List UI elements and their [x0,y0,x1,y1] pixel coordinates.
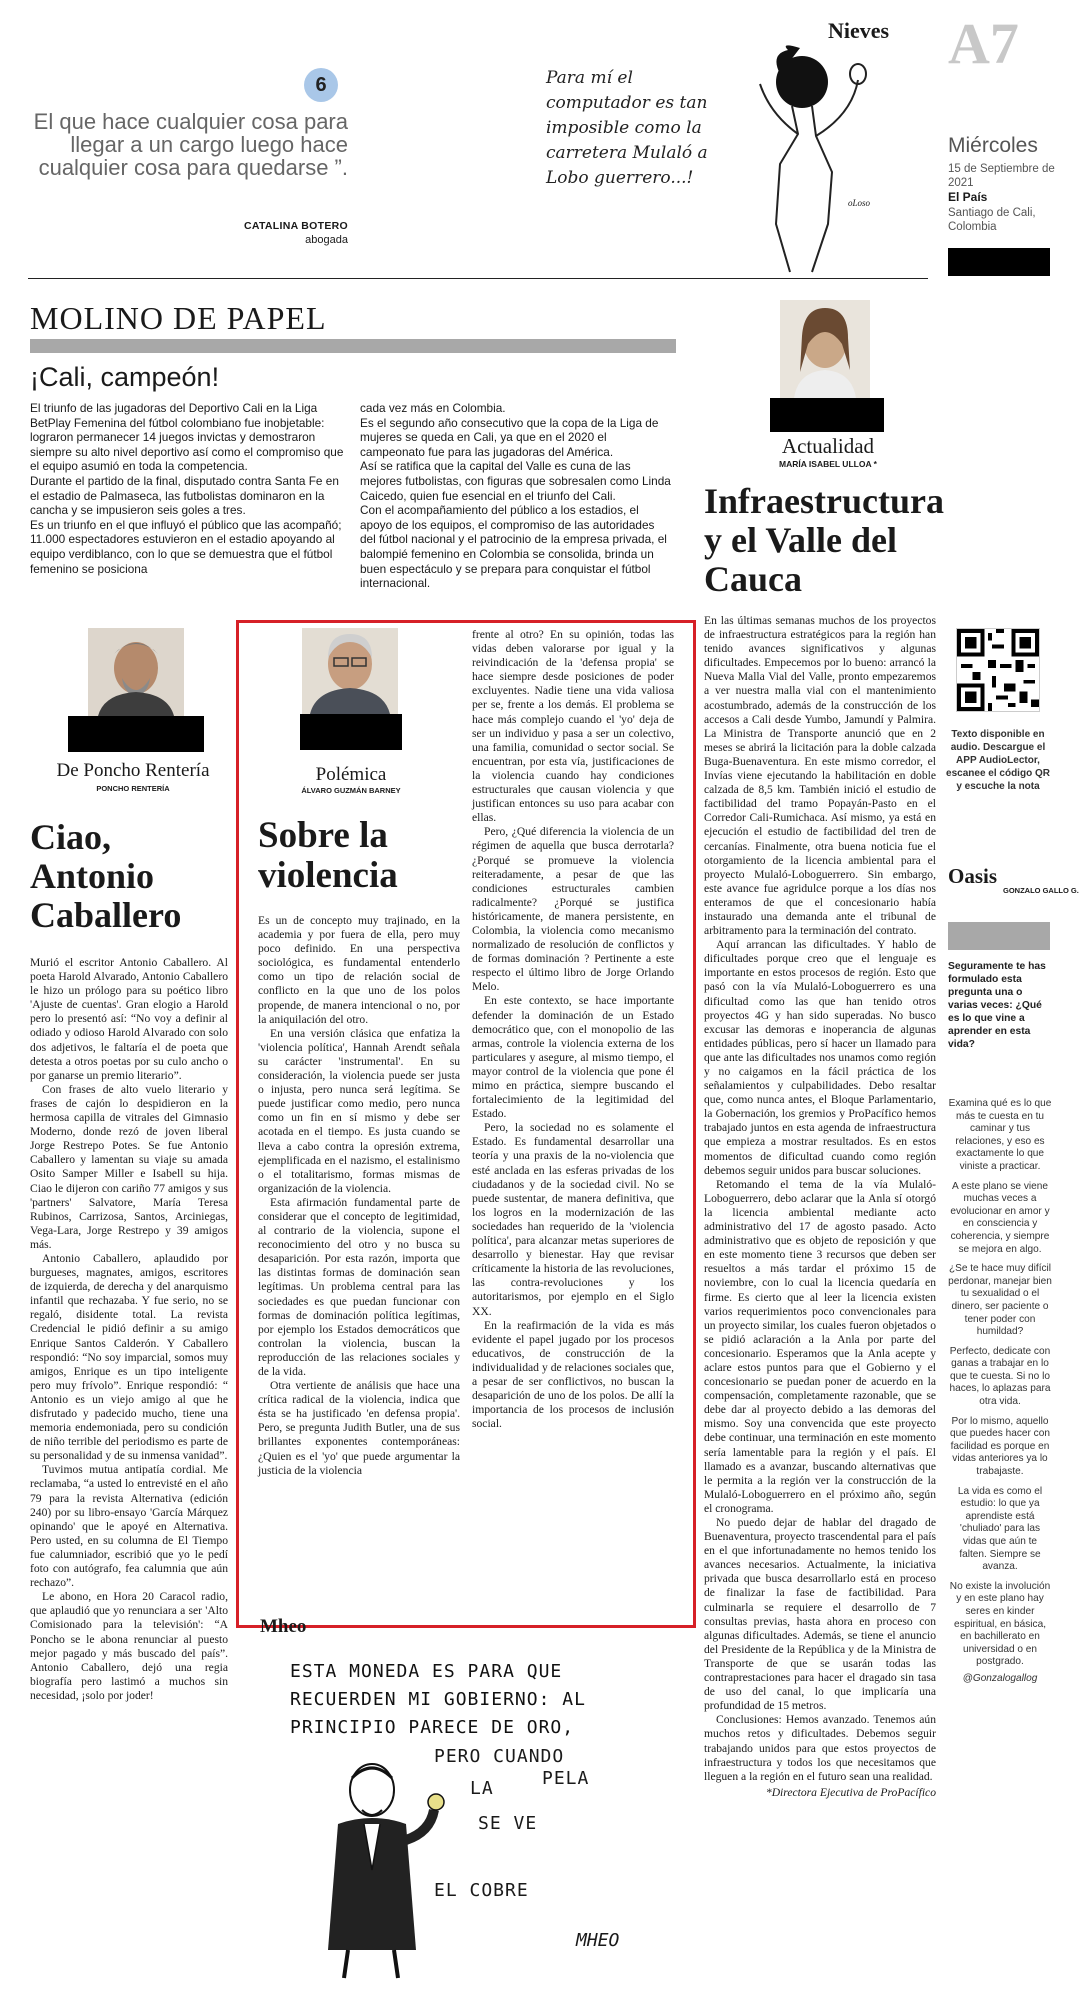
polemica-author: ÁLVARO GUZMÁN BARNEY [301,786,401,795]
article-p: No puedo dejar de hablar del dragado de Buenaventura, proyecto trascendental para el país en el que infortunadamente no hemos tenido los avances necesarios. Actualmente, la iniciativa privada que busca desarrollarlo está en proceso de finalizar la fase de factibilidad. Para culminarla se requiere el desarrollo de 7 consultas previas, hasta ahora en proceso con algunas dificultades. Además, se tiene el anuncio del Presidente de la República y de la Ministra de Transporte de que se usarán todas las contraprestaciones para hacer el dragado sin tasa de uso del canal, lo que implicaría una profundidad de 15 metros. [704,1516,936,1713]
article-title: Infraestructura y el Valle del Cauca [704,481,944,599]
cartoon-label: Nieves [828,18,890,43]
polemica-p: En una versión clásica que enfatiza la 'violencia política', Hannah Arendt señala su carácter 'instrumental'. En su consideración, la violencia puede ser justa o injusta, pero nunca será legítima. Se puede justificar como medio, pero nunca como un fin en sí mismo y debe ser acotada en el tiempo. Es justa cuando se lleva a cabo contra la opresión extrema, ejemplificada en el nazismo, el estalinismo o el totalitarismo, formas mismas de organización de la violencia. [258,1026,460,1195]
quote-badge: 6 [304,68,338,102]
header-divider [28,278,928,279]
polemica-title: Sobre la violencia [258,815,398,896]
mheo-cartoon [258,1640,688,1980]
cartoon-text-2: PERO CUANDO [434,1746,565,1767]
redaction-bar [948,248,1050,276]
editorial-p: Es el segundo año consecutivo que la copa de la Liga de mujeres se queda en Cali, ya que en el 2020 el campeonato fue para las jugadoras del América. [360,415,659,459]
poncho-p: Murió el escritor Antonio Caballero. Al poeta Harold Alvarado, Antonio Caballero le hizo un prólogo para su poético libro 'Ajuste de cuentas'. Gran elogio a Harold pero lo presentó así: “No voy a definir al odiado y odioso Harold Alvarado con solo dos adjetivos, le faltaría el de poeta que detesta a otros poetas por su culo ancho o por ganarse un premio literario”. [30,956,228,1082]
oasis-column-name: Oasis [948,864,998,888]
photo-caption-bar [770,398,884,432]
editorial-title: ¡Cali, campeón! [30,362,220,392]
polemica-p: Pero, la sociedad no es solamente el Estado. Es fundamental desarrollar una teoría y una praxis de la no-violencia que esté anclada en las esferas privadas de los ciudadanos y de la sociedad civil. No se puede sustentar, de manera definitiva, que los logros en la modernización de las sociedades han requerido de la 'violencia política', para alcanzar metas superiores de desarrollo y bienestar. Hay que revisar críticamente la historia de las revoluciones, las contra-revoluciones y los autoritarismos, por ejemplo en el Siglo XX. [472,1121,674,1318]
date-block [948,11,1060,279]
polemica-col-1 [258,914,460,1478]
paper-name: El País [948,190,988,204]
cartoon-signature: oLoso [848,198,871,208]
oasis-p: La vida es como el estudio: lo que ya aprendiste está 'chuliado' para las vidas que aún te falten. Siempre se avanza. [957,1485,1043,1573]
editorial-col-2 [360,401,672,591]
renteria-caption-bar [68,716,204,752]
author-photo-guzman [302,628,398,714]
nieves-cartoon [530,14,902,274]
oasis-author: GONZALO GALLO G. [1003,886,1079,895]
weekday: Miércoles [948,134,1038,157]
qr-caption: Texto disponible en audio. Descargue el APP AudioLector, escanee el código QR y escuche la nota [946,729,1050,792]
cartoon-text-6: EL COBRE [434,1880,529,1901]
qr-code[interactable] [956,628,1040,712]
editorial-col-1 [30,401,350,576]
editorial-p: Durante el partido de la final, disputado contra Santa Fe en el estadio de Palmaseca, las futbolistas dominaron en la cancha y se impusieron seis goles a tres. [30,473,339,518]
poncho-body [30,956,228,1703]
guzman-caption-bar [300,714,402,750]
polemica-column-name: Polémica [315,764,387,785]
oasis-p: A este plano se viene muchas veces a evolucionar en amor y en consciencia y coherencia, y siempre se mejora en algo. [950,1180,1050,1255]
section-title-bar [30,339,676,353]
oasis-p: ¿Se te hace muy difícil perdonar, manejar bien tu sexualidad o el dinero, ser paciente o tener poder con humildad? [948,1263,1052,1338]
oasis-handle: @Gonzalogallog [962,1672,1038,1684]
poncho-author: PONCHO RENTERÍA [96,784,170,793]
woman-figure-illustration [740,44,880,274]
oasis-lead: Seguramente te has formulado esta pregunta una o varias veces: ¿Qué es lo que vine a aprender en esta vida? [948,961,1046,1050]
polemica-p: Otra vertiente de análisis que hace una crítica radical de la violencia, indica que ésta se ha justificado 'en defensa propia'. Pero, se pregunta Judith Butler, una de sus brillantes exponentes contemporáneas: ¿Quien es el 'yo' que puede argumentar la justicia de la violencia [258,1379,460,1477]
editorial-p: El triunfo de las jugadoras del Deportivo Cali en la Liga BetPlay Femenina del fútbol colombiano fue inobjetable: lograron permanecer 14 juegos invictas y demostraron siempre su alto nivel deportivo así como el compromiso que el equipo asumió en toda la competencia. [30,401,344,474]
poncho-p: Tuvimos mutua antipatía cordial. Me reclamaba, “a usted lo entrevisté en el año 79 para la revista Alternativa (edición 240) por su libro-ensayo 'García Márquez opinando' que le apoyé en Alternativa. Pero usted, en su columna de El Tiempo fue calumniador, escribió que yo le pedí foto con autógrafo, fea calumnia que aún rechazo”. [30,1463,228,1590]
editorial-p: Con el acompañamiento del público a los estadios, el apoyo de los equipos, el compromiso de las autoridades del fútbol nacional y el patrocinio de la empresa privada, el balompié femenino en Colombia se consolida, brinda un buen espectáculo y se prepara para conquistar el fútbol internacional. [360,503,667,591]
cartoon-text-4: PELA [542,1768,590,1789]
poncho-p: Le abono, en Hora 20 Caracol radio, que aplaudió que yo renunciara a ser 'Alto Comisionado para la televisión': “A Poncho se le abona renunciar al puesto mejor pagado y más buscado del país”. Antonio Caballero, dejó una regia biografía pero lastimó a muchos sin necesidad, ¡solo por joder! [30,1590,228,1702]
oasis-p: Examina qué es lo que más te cuesta en tu caminar y tus relaciones, y eso es exactamente lo que viniste a practicar. [948,1098,1052,1172]
oasis-p: No existe la involución y en este plano hay seres en kinder espiritual, en básica, en bachillerato en universidad o en postgrado. [949,1580,1051,1668]
quote-role: abogada [305,234,348,246]
oasis-p: Perfecto, dedicate con ganas a trabajar en lo que te cuesta. Si no lo haces, lo aplazas para otra vida. [949,1345,1051,1408]
cartoon-handwriting: Para mí el computador es tan imposible como la carretera Mulaló a Lobo guerrero...! [546,68,708,188]
poncho-p: Antonio Caballero, aplaudido por burgueses, magnates, amigos, escritores de izquierda, de derecha y del anarquismo infantil que rechazaba. Y fue serio, no se regaló, disidente total. La revista Credencial le pidió definir a su amigo Enrique Santos Calderón. Y Caballero respondió: “No soy imparcial, somos muy amigos, Enrique es un tipo inteligente pero muy frívolo”. Enrique respondió: “ Antonio es un viejo amigo al que he disfrutado y padecido mucho, tiene una memoria endemoniada, pero su condición de niño terrible del periodismo es parte de su personalidad y de su inmensa vanidad”. [30,1251,228,1463]
quote-text: El que hace cualquier cosa para llegar a un cargo luego hace cualquier cosa para quedarse ”. [33,109,348,180]
editorial-p: Es un triunfo en el que influyó el público que las acompañó; 11.000 espectadores estuvieron en el estadio apoyando al equipo verdiblanco, con lo que se demuestra que el fútbol femenino se posiciona [30,517,342,576]
article-p: Conclusiones: Hemos avanzado. Tenemos aún muchos retos y dificultades. Debemos seguir trabajando unidos para que estos proyectos de infraestructura y todos los que necesitamos que lleguen a la región en el futuro sean una realidad. [704,1713,936,1783]
column-author: MARÍA ISABEL ULLOA * [779,459,877,469]
quote-author: CATALINA BOTERO [243,220,348,232]
author-photo-ulloa [780,300,870,398]
poncho-column-name: De Poncho Rentería [56,760,210,781]
cartoon-balloon: ESTA MONEDA ES PARA QUE RECUERDEN MI GOBIERNO: AL PRINCIPIO PARECE DE ORO, [290,1661,586,1738]
editorial-p: cada vez más en Colombia. [360,401,506,415]
article-p: En las últimas semanas muchos de los proyectos de infraestructura estratégicos para la región han tenido avances significativos y algunas dificultades. Empecemos por lo bueno: arrancó la Nueva Malla Vial del Valle, pronto empezaremos a ver nuestra malla vial con el mantenimiento acostumbrado, además de la construcción de los accesos a Cali desde Yumbo, Jamundí y Palmira. La Ministra de Transporte anunció que en 2 meses se abrirá la licitación para la doble calzada Buga-Buenaventura. En este mismo corredor, el Invías viene ejecutando la habilitación en doble calzada de 8,5 km. También inició el estudio de factibilidad del tramo Popayán-Pasto en el Corredor Cali-Rumichaca. Así mismo, ya está en ejecución el estudio de factibilidad del tren de cercanías. Finalmente, otra buena noticia fue el otorgamiento de la licencia ambiental para el proyecto Mulaló-Loboguerrero. Sin embargo, este avance fue agridulce porque a los días nos enteramos de que el concesionario había instaurado una demanda ante el tribunal de arbitramento para la terminación del contrato. [704,614,936,938]
polemica-p: Es un de concepto muy trajinado, en la academia y por fuera de ella, pero muy poco definido. En una perspectiva sociológica, es fundamental entenderlo como un tipo de relación social de conflicto en la que uno de los polos propende, de manera intencional o no, por la aniquilación del otro. [258,914,460,1026]
poncho-p: Con frases de alto vuelo literario y frases de cajón lo despidieron en la hermosa capilla de vitrales del Gimnasio Moderno, donde rezó de joven liberal Jorge Restrepo Potes. Se fue Antonio Caballero y lamentan su viaje su amada Osito Samper Miller e Isabell su hija. Ciao le dijeron con cariño 77 amigos y sus 'partners' Salvatore, María Teresa Rubinos, Carrizosa, Santos, Arciniegas, Vega-Lara, Jorge Restrepo y 39 amigos más. [30,1082,228,1251]
cartoon-text-3: LA [470,1778,494,1799]
cartoon-text-5: SE VE [478,1813,538,1834]
author-photo-renteria [88,628,184,716]
politician-illustration [298,1750,448,1980]
editorial-p: Así se ratifica que la capital del Valle es cuna de las mejores futbolistas, con figuras que sobresalen como Linda Caicedo, quien fue esencial en el triunfo del Cali. [360,459,671,503]
polemica-p: En este contexto, se hace importante defender la dominación de un Estado democrático que, con el monopolio de las armas, controle la violencia externa de los particulares y asegure, al mismo tiempo, el mayor control de la violencia que pone él mimo en práctica, siempre buscando el fortalecimiento de la legitimidad del Estado. [472,994,674,1121]
oasis-body [948,1098,1052,1686]
article-body [704,614,936,1800]
column-name: Actualidad [781,434,875,458]
polemica-p: frente al otro? En su opinión, todas las vidas deben valorarse por igual y la reivindicación de la 'defensa propia' se hace siempre desde posiciones de poder excluyentes. Nadie tiene una vida valiosa per se, frente a los demás. El problema se hace más complejo cuando el 'yo' deja de ser un individuo y pasa a ser un colectivo, una familia, comunidad o sector social. Se encuentran, por esta vía, justificaciones de la violencia cuando hay condiciones estructurales que causan violencia y que justifican entonces su uso para acabar con ellas. [472,628,674,825]
page-number: A7 [948,11,1019,76]
header-quote-area [28,60,348,246]
oasis-bar [948,922,1050,950]
article-p: Aquí arrancan las dificultades. Y hablo de dificultades porque creo que el lenguaje es importante en estos procesos de región. Esto que pasó con la vía Mulaló-Loboguerrero es una dificultad como las que han tenido otros proyectos 4G y han sido superadas. No busco excusar las demoras e inoperancia de algunas entidades públicas, pero sí hacer un llamado para que ante las dificultades nos unamos como región y no caigamos en la fácil práctica de los señalamientos y culpabilidades. Debo resaltar que, como nunca antes, el Bloque Parlamentario, la Gobernación, los gremios y ProPacífico hemos trabajado juntos en esta agenda de infraestructura que empieza a mostrar resultados. Es en estos momentos de dificultad cuando como región debemos seguir unidos para buscar soluciones. [704,938,936,1177]
article-footnote: *Directora Ejecutiva de ProPacífico [765,1785,936,1799]
article-p: Retomando el tema de la vía Mulaló-Loboguerrero, debo aclarar que la Anla sí otorgó la licencia ambiental mediante acto administrativo del 17 de agosto pasado. Acto administrativo que es objeto de reposición y que en este momento tiene 3 recursos que deben ser resueltos a más tardar el próximo 15 de noviembre, con lo cual la licencia quedaría en firme. Es cierto que al leer la licencia existen varios requerimientos poco convencionales para un proyecto similar, los cuales fueron objetados o se pidió aclaración a la Anla por parte del concesionario. Esperamos que la Anla acepte y aclare estos puntos para que el Gobierno y el concesionario se puedan poner de acuerdo en la compensación, completamente razonable, que se debe dar al proyecto debido a las demoras del mismo. Soy una convencida que este proyecto debe continuar, una terminación en este momento sería lamentable para la región y el país. El llamado es a avanzar, buscando alternativas que le permita a la región ver la construcción de la Mulaló-Loboguerrero en el próximo año, según el cronograma. [704,1177,936,1515]
polemica-p: En la reafirmación de la vida es más evidente el papel jugado por los procesos educativos, de construcción de la individualidad y de relaciones sociales que, a pesar de ser conflictivos, no buscan la desaparición de uno de los polos. De allí la importancia de los procesos de inclusión social. [472,1318,674,1431]
date-text: 15 de Septiembre de 2021 [948,163,1055,189]
location-text: Santiago de Cali, Colombia [948,207,1036,233]
poncho-title: Ciao, Antonio Caballero [30,817,182,935]
section-title: MOLINO DE PAPEL [30,300,327,336]
polemica-col-2 [472,628,674,1431]
polemica-p: Pero, ¿Qué diferencia la violencia de un régimen de aquella que busca derrotarla? ¿Porqué se promueve la violencia reiteradamente, a pesar de que las condiciones estructurales cambien radicalmente? ¿Porqué se justifica históricamente, de manera persistente, en Colombia, la violencia como mecanismo normalizado de resolución de conflictos y de formas dominación ? Pertinente a este respecto el último libro de Jorge Orlando Melo. [472,825,674,994]
oasis-p: Por lo mismo, aquello que puedes hacer con facilidad es porque en vidas anteriores ya lo trabajaste. [950,1415,1050,1478]
polemica-p: Esta afirmación fundamental parte de considerar que el concepto de legitimidad, al contrario de la violencia, supone el reconocimiento del otro y no busca su desaparición. Por esta razón, importa que las distintas formas de dominación sean legítimas. Un problema central para las sociedades es que puedan funcionar con formas de dominación política legítimas, por ejemplo los Estados democráticos que controlan la violencia, buscan la reproducción de las relaciones sociales y de la vida. [258,1195,460,1378]
mheo-label: Mheo [260,1616,307,1637]
cartoon-signature: MHEO [576,1930,620,1951]
